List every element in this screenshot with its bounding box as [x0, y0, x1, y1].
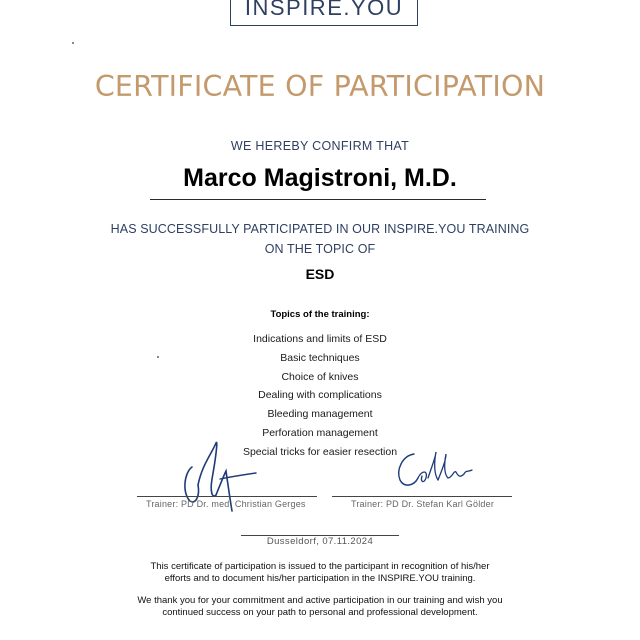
trainer-label-right: Trainer: PD Dr. Stefan Karl Gölder — [351, 499, 495, 509]
statement-line-2: efforts and to document his/her participation in the INSPIRE.YOU training. — [164, 573, 476, 584]
topics-heading: Topics of the training: — [270, 309, 370, 320]
topic-item: Choice of knives — [281, 370, 359, 383]
speck — [72, 42, 74, 44]
certificate-statement — [0, 561, 640, 585]
participation-line-1: HAS SUCCESSFULLY PARTICIPATED IN OUR INSPIRE.YOU TRAINING — [110, 222, 530, 236]
topic-item: Dealing with complications — [258, 389, 382, 402]
thanks-statement — [0, 595, 640, 619]
logo-text: INSPIRE.YOU — [244, 0, 404, 20]
name-underline — [150, 199, 486, 200]
statement-line-1: This certificate of participation is issued to the participant in recognition of his/her — [150, 561, 490, 572]
topic-item: Basic techniques — [280, 351, 360, 364]
signature-line-left — [137, 496, 317, 497]
topic-item: Special tricks for easier resection — [242, 445, 398, 458]
thanks-line-1: We thank you for your commitment and active participation in our training and wish you — [137, 595, 503, 606]
thanks-line-2: continued success on your path to personal and professional development. — [162, 607, 478, 618]
trainer-label-left: Trainer: PD Dr. med. Christian Gerges — [146, 499, 306, 509]
signature-line-right — [332, 496, 512, 497]
participation-statement — [0, 219, 640, 259]
topics-list — [0, 330, 640, 462]
topic-item: Bleeding management — [267, 408, 373, 421]
training-topic: ESD — [305, 266, 335, 282]
confirm-text: WE HEREBY CONFIRM THAT — [230, 139, 410, 153]
participant-name: Marco Magistroni, M.D. — [183, 164, 457, 192]
certificate-title: CERTIFICATE OF PARTICIPATION — [94, 70, 546, 103]
logo — [230, 0, 418, 26]
speck — [157, 356, 159, 358]
signature-right — [392, 448, 482, 498]
location-date: Dusseldorf, 07.11.2024 — [266, 536, 374, 547]
topic-item: Indications and limits of ESD — [253, 333, 387, 345]
participation-line-2: ON THE TOPIC OF — [264, 242, 376, 256]
topic-item: Perforation management — [262, 426, 378, 439]
